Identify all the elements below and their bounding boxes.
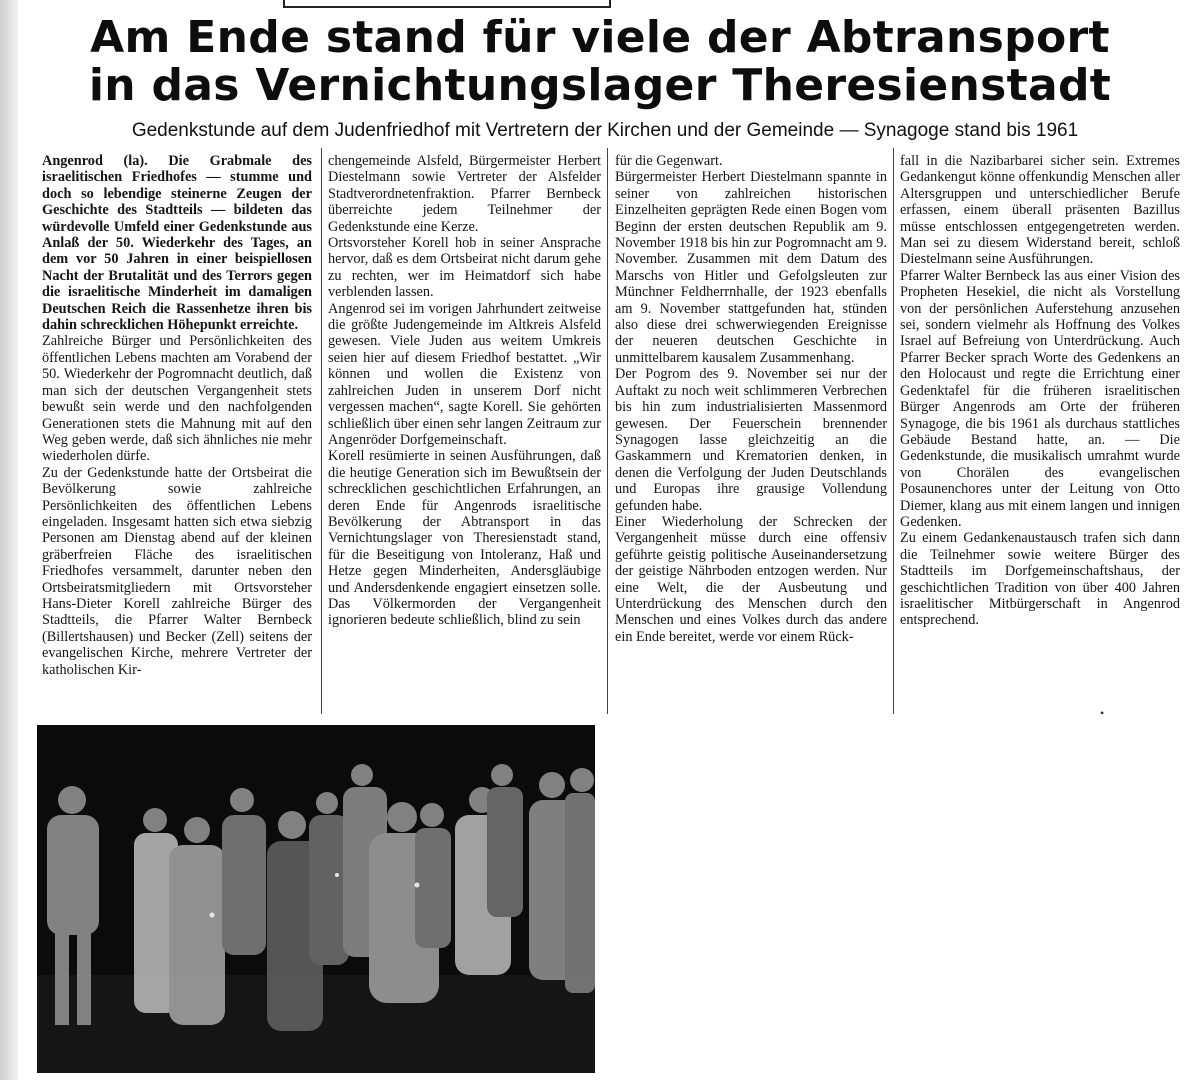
scan-edge — [0, 0, 18, 1080]
subheadline: Gedenkstunde auf dem Judenfriedhof mit Vertretern der Kirchen und der Gemeinde — Synagoge stand bis 1961 — [131, 120, 1079, 141]
paragraph: Pfarrer Walter Bernbeck las aus einer Vision des Propheten Hesekiel, die nicht als Vorstellung von der persönlichen Auferstehung anzusehen sei, sondern vielmehr als Hoffnung des Volkes Israel auf Befreiung von Unterdrückung. Auch Pfarrer Becker sprach Worte des Gedenkens an den Holocaust und regte die Errichtung einer Gedenktafel für die früheren israelitischen Bürger Angenrods am Orte der früheren Synagoge, die bis 1961 als durchaus stattliches Gebäude Bestand hatte, an. — Die Gedenkstunde, die musikalisch umrahmt wurde von Chorälen des evangelischen Posaunenchores unter der Leitung von Otto Diemer, klang aus mit einem langen und innigen Gedenken. — [900, 267, 1180, 530]
paragraph: Bürgermeister Herbert Diestelmann spannte in seiner von zahlreichen historischen Einzelheiten geprägten Rede einen Bogen vom Beginn der ersten deutschen Republik am 9. November 1918 bis hin zur Pogromnacht am 9. November. Zusammen mit dem Datum des Marschs von Hitler und Gefolgsleuten zur Münchner Feldherrnhalle, der 1923 ebenfalls am 9. November stattgefunden hat, stünden also diese drei schwerwiegenden Ereignisse der neueren deutschen Geschichte in unmittelbarem kausalem Zusammenhang. — [615, 169, 887, 366]
column-divider — [893, 148, 894, 714]
article-column-4 — [900, 153, 1180, 629]
article-column-3 — [615, 153, 887, 645]
paragraph: fall in die Nazibarbarei sicher sein. Extremes Gedankengut könne offenkundig Menschen aller Altersgruppen und unterschiedlicher Berufe erfassen, einem überall präsenten Bazillus müsse entschlossen entgegengetreten werden. Man sei zu diesem Widerstand bereit, schloß Diestelmann seine Ausführungen. — [900, 153, 1180, 268]
article-column-1 — [42, 153, 312, 678]
column-divider — [607, 148, 608, 714]
headline — [0, 14, 1200, 110]
column-divider — [321, 148, 322, 714]
article-column-2 — [328, 153, 601, 629]
paragraph: Ortsvorsteher Korell hob in seiner Ansprache hervor, daß es dem Ortsbeirat nicht darum gehe zu rechten, wer im Heimatdorf sich habe verblenden lassen. — [328, 235, 601, 301]
ceremony-photo-illustration — [37, 725, 595, 1073]
paragraph: Zu der Gedenkstunde hatte der Ortsbeirat die Bevölkerung sowie zahlreiche Persönlichkeiten des öffentlichen Lebens eingeladen. Insgesamt hatten sich etwa siebzig Personen am Dienstag abend auf der kleinen gräberfreien Fläche des israelitischen Friedhofes versammelt, darunter neben den Ortsbeiratsmitgliedern mit Ortsvorsteher Hans-Dieter Korell zahlreiche Bürger des Stadtteils, die Pfarrer Walter Bernbeck (Billertshausen) und Becker (Zell) seitens der evangelischen Kirche, mehrere Vertreter der katholischen Kir- — [42, 464, 312, 678]
end-mark: • — [1100, 706, 1105, 720]
headline-line-1: Am Ende stand für viele der Abtransport — [90, 12, 1110, 63]
paragraph: Angenrod sei im vorigen Jahrhundert zeitweise die größte Judengemeinde im Altkreis Alsfeld gewesen. Viele Juden aus weitem Umkreis seien hier auf diesem Friedhof bestattet. „Wir können und wollen die Existenz von zahlreichen Juden in unserem Dorf nicht vergessen machen“, sagte Korell. Sie gehörten schließlich über einen sehr langen Zeitraum zur Angenröder Dorfgemeinschaft. — [328, 300, 601, 448]
paragraph: Zu einem Gedankenaustausch trafen sich dann die Teilnehmer sowie weitere Bürger des Stadtteils im Dorfgemeinschaftshaus, der geschichtlichen Tradition von über 400 Jahren israelitischer Mitbürgerschaft in Angenrod entsprechend. — [900, 530, 1180, 629]
paragraph: Der Pogrom des 9. November sei nur der Auftakt zu noch weit schlimmeren Verbrechen bis hin zum industrialisierten Massenmord gewesen. Der Feuerschein brennender Synagogen lasse gleichzeitig an die Gaskammern und Krematorien denken, in denen die Verfolgung der Juden Deutschlands und Europas ihre grausige Vollendung gefunden habe. — [615, 366, 887, 514]
lead-paragraph: Angenrod (la). Die Grabmale des israelitischen Friedhofes — stumme und doch so lebendige steinerne Zeugen der Geschichte des Stadtteils — bildeten das würdevolle Umfeld einer Gedenkstunde aus Anlaß der 50. Wiederkehr des Tages, an dem vor 50 Jahren in einer beispiellosen Nacht der Brutalität und des Terrors gegen die israelitische Minderheit im damaligen Deutschen Reich die Rassenhetze ihren bis dahin schrecklichen Höhepunkt erreichte. — [42, 153, 312, 334]
paragraph: chengemeinde Alsfeld, Bürgermeister Herbert Diestelmann sowie Vertreter der Alsfelder Stadtverordnetenfraktion. Pfarrer Bernbeck überreichte jedem Teilnehmer der Gedenkstunde eine Kerze. — [328, 153, 601, 235]
paragraph: für die Gegenwart. — [615, 153, 723, 169]
paragraph: Korell resümierte in seinen Ausführungen, daß die heutige Generation sich im Bewußtsein der schrecklichen geschichtlichen Erfahrungen, an deren Ende für Angenrods israelitische Bevölkerung der Abtransport in das Vernichtungslager von Theresienstadt stand, für die Beseitigung von Intoleranz, Haß und Hetze gegen Minderheiten, Andersgläubige und Andersdenkende engagiert einsetzen solle. Das Völkermorden der Vergangenheit ignorieren bedeute schließlich, blind zu sein — [328, 448, 601, 629]
paragraph: Einer Wiederholung der Schrecken der Vergangenheit müsse durch eine offensiv geführte geistig politische Auseinandersetzung der geistige Nährboden entzogen werden. Nur eine Welt, die der Ausbeutung und Unterdrückung des Menschen durch den Menschen und eines Volkes durch das andere ein Ende bereitet, werde vor einem Rück- — [615, 513, 887, 645]
paragraph: Zahlreiche Bürger und Persönlichkeiten des öffentlichen Lebens machten am Vorabend der 50. Wiederkehr der Pogromnacht deutlich, daß man sich der deutschen Vergangenheit stets bewußt sein werde und den nachfolgenden Generationen stets die Mahnung mit auf den Weg geben werde, daß sich ähnliches nie mehr wiederholen dürfe. — [42, 333, 312, 465]
ceremony-photo — [37, 725, 595, 1073]
headline-line-2: in das Vernichtungslager Theresienstadt — [88, 60, 1112, 111]
cropped-section-box — [283, 0, 611, 8]
